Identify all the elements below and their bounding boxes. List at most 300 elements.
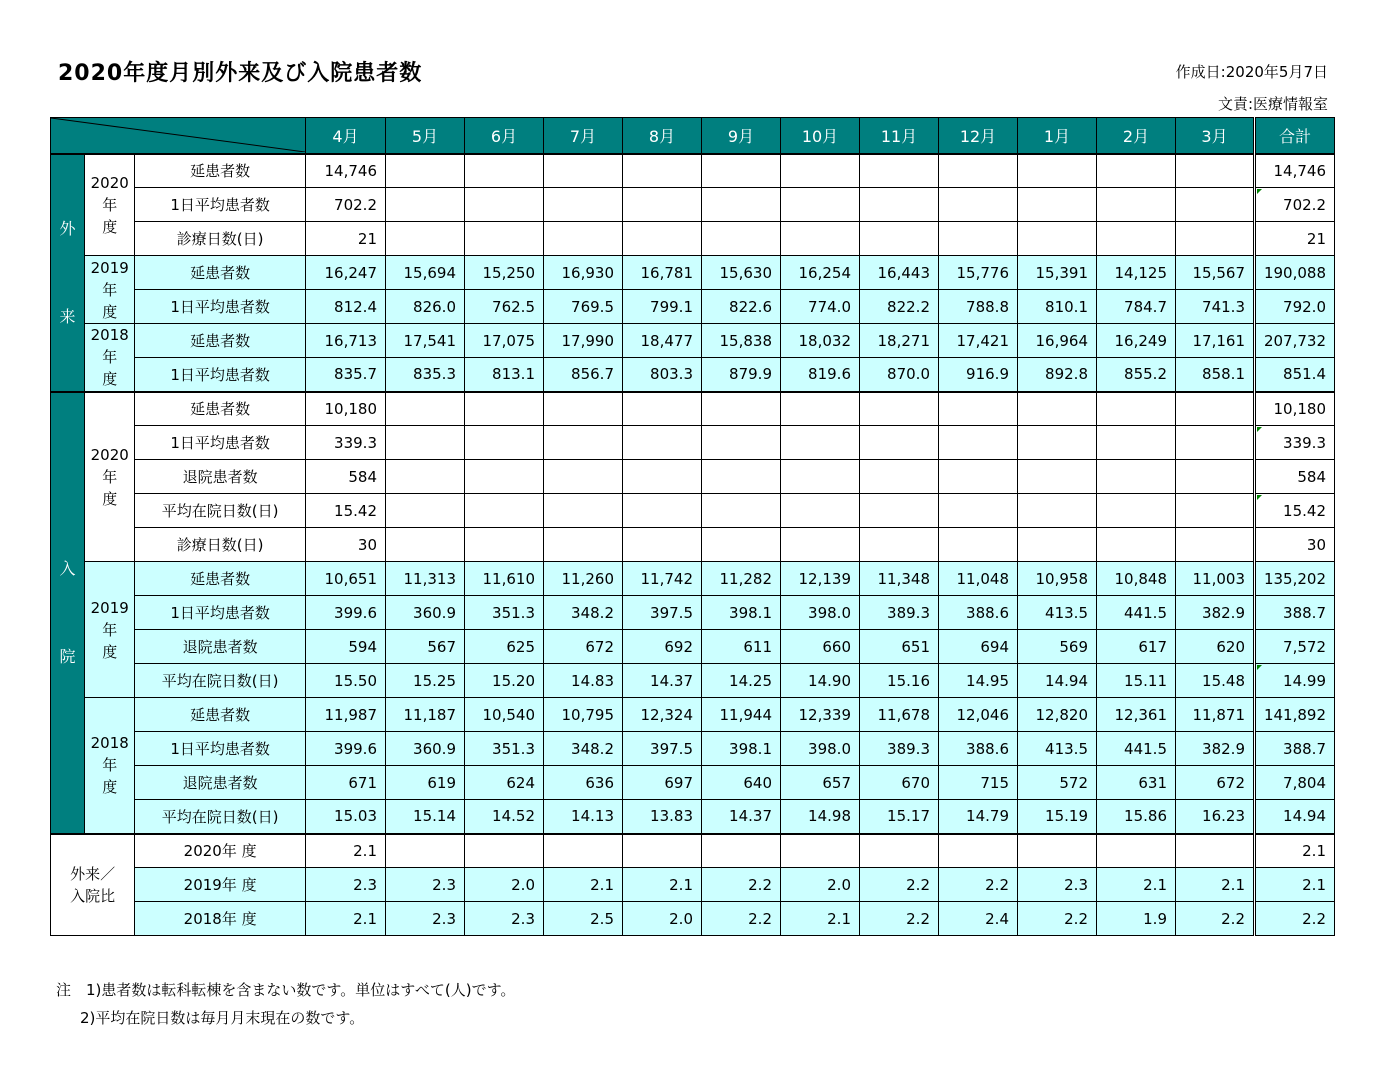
- value-cell: 441.5: [1097, 596, 1176, 630]
- row-label: 1日平均患者数: [135, 358, 306, 392]
- value-cell: 11,048: [939, 562, 1018, 596]
- table-row: [51, 188, 1335, 222]
- value-cell: [544, 392, 623, 426]
- value-cell: 10,651: [306, 562, 386, 596]
- value-cell: [623, 528, 702, 562]
- row-label: 延患者数: [135, 698, 306, 732]
- value-cell: [860, 188, 939, 222]
- month-header: 3月: [1176, 118, 1255, 154]
- month-header: 6月: [465, 118, 544, 154]
- value-cell: 382.9: [1176, 596, 1255, 630]
- value-cell: [386, 834, 465, 868]
- value-cell: 799.1: [623, 290, 702, 324]
- value-cell: [781, 834, 860, 868]
- value-cell: 11,742: [623, 562, 702, 596]
- value-cell: 14.25: [702, 664, 781, 698]
- value-cell: 2.1: [306, 902, 386, 936]
- value-cell: [1097, 528, 1176, 562]
- value-cell: 16,713: [306, 324, 386, 358]
- value-cell: [702, 426, 781, 460]
- value-cell: 620: [1176, 630, 1255, 664]
- value-cell: 584: [306, 460, 386, 494]
- value-cell: 17,421: [939, 324, 1018, 358]
- value-cell: 398.0: [781, 732, 860, 766]
- row-label: 診療日数(日): [135, 222, 306, 256]
- value-cell: 572: [1018, 766, 1097, 800]
- value-cell: 2.2: [1018, 902, 1097, 936]
- total-cell: 584: [1255, 460, 1335, 494]
- value-cell: [544, 426, 623, 460]
- value-cell: 11,313: [386, 562, 465, 596]
- value-cell: 11,678: [860, 698, 939, 732]
- value-cell: [1018, 834, 1097, 868]
- table-row: [51, 290, 1335, 324]
- value-cell: [781, 426, 860, 460]
- value-cell: 413.5: [1018, 732, 1097, 766]
- value-cell: 14.94: [1018, 664, 1097, 698]
- value-cell: 741.3: [1176, 290, 1255, 324]
- row-label: 延患者数: [135, 392, 306, 426]
- row-label: 1日平均患者数: [135, 290, 306, 324]
- value-cell: 567: [386, 630, 465, 664]
- value-cell: [623, 222, 702, 256]
- value-cell: 625: [465, 630, 544, 664]
- value-cell: 2.2: [702, 902, 781, 936]
- value-cell: 2.3: [465, 902, 544, 936]
- value-cell: 640: [702, 766, 781, 800]
- value-cell: [939, 834, 1018, 868]
- value-cell: 11,871: [1176, 698, 1255, 732]
- value-cell: 15.03: [306, 800, 386, 834]
- value-cell: 397.5: [623, 596, 702, 630]
- table-row: [51, 766, 1335, 800]
- value-cell: [465, 222, 544, 256]
- value-cell: 657: [781, 766, 860, 800]
- month-header: 1月: [1018, 118, 1097, 154]
- value-cell: 15.25: [386, 664, 465, 698]
- value-cell: 856.7: [544, 358, 623, 392]
- value-cell: [939, 392, 1018, 426]
- value-cell: 855.2: [1097, 358, 1176, 392]
- value-cell: 694: [939, 630, 1018, 664]
- value-cell: [702, 188, 781, 222]
- value-cell: [702, 494, 781, 528]
- table-row: [51, 222, 1335, 256]
- value-cell: [623, 426, 702, 460]
- value-cell: 812.4: [306, 290, 386, 324]
- value-cell: [544, 460, 623, 494]
- total-cell: 21: [1255, 222, 1335, 256]
- value-cell: 822.6: [702, 290, 781, 324]
- value-cell: 12,046: [939, 698, 1018, 732]
- inpatient-category: 入 院: [51, 392, 85, 834]
- value-cell: [623, 460, 702, 494]
- row-label: 平均在院日数(日): [135, 494, 306, 528]
- author: 文責:医療情報室: [1217, 95, 1328, 113]
- row-label: 退院患者数: [135, 630, 306, 664]
- value-cell: 692: [623, 630, 702, 664]
- value-cell: 2.3: [1018, 868, 1097, 902]
- value-cell: 17,075: [465, 324, 544, 358]
- value-cell: 398.1: [702, 732, 781, 766]
- value-cell: 16,443: [860, 256, 939, 290]
- value-cell: [1018, 392, 1097, 426]
- table-row: [51, 426, 1335, 460]
- value-cell: 360.9: [386, 732, 465, 766]
- table-row: [51, 324, 1335, 358]
- value-cell: 651: [860, 630, 939, 664]
- value-cell: 879.9: [702, 358, 781, 392]
- value-cell: 11,610: [465, 562, 544, 596]
- value-cell: 11,348: [860, 562, 939, 596]
- value-cell: 670: [860, 766, 939, 800]
- value-cell: 2.1: [306, 834, 386, 868]
- month-header: 11月: [860, 118, 939, 154]
- value-cell: 14.37: [702, 800, 781, 834]
- value-cell: 858.1: [1176, 358, 1255, 392]
- diagonal-header-cell: [51, 118, 306, 154]
- value-cell: [939, 426, 1018, 460]
- value-cell: 2.3: [386, 902, 465, 936]
- value-cell: [1097, 392, 1176, 426]
- table-row: [51, 494, 1335, 528]
- value-cell: 2.5: [544, 902, 623, 936]
- value-cell: 2.2: [702, 868, 781, 902]
- value-cell: 672: [1176, 766, 1255, 800]
- value-cell: 11,987: [306, 698, 386, 732]
- value-cell: 15.17: [860, 800, 939, 834]
- value-cell: [781, 154, 860, 188]
- value-cell: 15,250: [465, 256, 544, 290]
- value-cell: 15,630: [702, 256, 781, 290]
- value-cell: [544, 222, 623, 256]
- value-cell: [623, 154, 702, 188]
- value-cell: [702, 154, 781, 188]
- table-row: [51, 358, 1335, 392]
- value-cell: 697: [623, 766, 702, 800]
- value-cell: 813.1: [465, 358, 544, 392]
- value-cell: [465, 460, 544, 494]
- row-label: 延患者数: [135, 256, 306, 290]
- value-cell: 14.90: [781, 664, 860, 698]
- value-cell: 11,187: [386, 698, 465, 732]
- value-cell: 2.2: [1176, 902, 1255, 936]
- patient-count-table: [50, 117, 1335, 936]
- value-cell: [860, 494, 939, 528]
- page-title: 2020年度月別外来及び入院患者数: [58, 61, 423, 86]
- value-cell: [702, 834, 781, 868]
- value-cell: [1176, 834, 1255, 868]
- value-cell: [1176, 392, 1255, 426]
- value-cell: [386, 426, 465, 460]
- value-cell: 10,180: [306, 392, 386, 426]
- value-cell: 351.3: [465, 732, 544, 766]
- value-cell: 21: [306, 222, 386, 256]
- value-cell: [860, 426, 939, 460]
- value-cell: [781, 188, 860, 222]
- value-cell: 17,161: [1176, 324, 1255, 358]
- value-cell: [544, 528, 623, 562]
- total-cell: 2.1: [1255, 868, 1335, 902]
- value-cell: [860, 834, 939, 868]
- table-row: [51, 902, 1335, 936]
- value-cell: [702, 460, 781, 494]
- row-label: 2019年 度: [135, 868, 306, 902]
- value-cell: 389.3: [860, 732, 939, 766]
- value-cell: 2.3: [386, 868, 465, 902]
- value-cell: [702, 392, 781, 426]
- value-cell: 2.1: [544, 868, 623, 902]
- value-cell: 12,339: [781, 698, 860, 732]
- value-cell: [544, 188, 623, 222]
- value-cell: 15.42: [306, 494, 386, 528]
- value-cell: [860, 528, 939, 562]
- year-label: 2020 年 度: [85, 392, 135, 562]
- value-cell: [781, 392, 860, 426]
- total-cell: 339.3: [1255, 426, 1335, 460]
- value-cell: 16,247: [306, 256, 386, 290]
- value-cell: 822.2: [860, 290, 939, 324]
- value-cell: 413.5: [1018, 596, 1097, 630]
- table-row: [51, 528, 1335, 562]
- value-cell: 788.8: [939, 290, 1018, 324]
- total-cell: 702.2: [1255, 188, 1335, 222]
- value-cell: 11,260: [544, 562, 623, 596]
- value-cell: 631: [1097, 766, 1176, 800]
- total-cell: 14.94: [1255, 800, 1335, 834]
- value-cell: 769.5: [544, 290, 623, 324]
- value-cell: 348.2: [544, 732, 623, 766]
- total-cell: 10,180: [1255, 392, 1335, 426]
- value-cell: [1097, 188, 1176, 222]
- value-cell: 2.0: [623, 902, 702, 936]
- table-row: [51, 596, 1335, 630]
- year-label: 2020 年 度: [85, 154, 135, 256]
- value-cell: [465, 528, 544, 562]
- month-header: 7月: [544, 118, 623, 154]
- row-label: 2020年 度: [135, 834, 306, 868]
- row-label: 診療日数(日): [135, 528, 306, 562]
- row-label: 退院患者数: [135, 460, 306, 494]
- value-cell: 11,944: [702, 698, 781, 732]
- table-row: [51, 732, 1335, 766]
- value-cell: [1018, 528, 1097, 562]
- value-cell: 619: [386, 766, 465, 800]
- value-cell: [623, 834, 702, 868]
- year-label: 2018 年 度: [85, 324, 135, 392]
- table-row: [51, 392, 1335, 426]
- value-cell: 382.9: [1176, 732, 1255, 766]
- value-cell: 348.2: [544, 596, 623, 630]
- value-cell: [544, 494, 623, 528]
- value-cell: 15,838: [702, 324, 781, 358]
- value-cell: [465, 834, 544, 868]
- value-cell: [781, 222, 860, 256]
- value-cell: 594: [306, 630, 386, 664]
- value-cell: 15,567: [1176, 256, 1255, 290]
- value-cell: 398.0: [781, 596, 860, 630]
- row-label: 平均在院日数(日): [135, 664, 306, 698]
- value-cell: 388.6: [939, 732, 1018, 766]
- row-label: 1日平均患者数: [135, 426, 306, 460]
- value-cell: [386, 460, 465, 494]
- value-cell: [465, 154, 544, 188]
- value-cell: 15.86: [1097, 800, 1176, 834]
- value-cell: 10,958: [1018, 562, 1097, 596]
- value-cell: [1176, 188, 1255, 222]
- table-row: [51, 154, 1335, 188]
- value-cell: [465, 494, 544, 528]
- value-cell: 15,776: [939, 256, 1018, 290]
- value-cell: [939, 222, 1018, 256]
- row-label: 1日平均患者数: [135, 188, 306, 222]
- value-cell: 15.19: [1018, 800, 1097, 834]
- value-cell: 819.6: [781, 358, 860, 392]
- month-header: 2月: [1097, 118, 1176, 154]
- value-cell: [1176, 154, 1255, 188]
- value-cell: [1176, 460, 1255, 494]
- value-cell: [465, 426, 544, 460]
- value-cell: 360.9: [386, 596, 465, 630]
- value-cell: 14.37: [623, 664, 702, 698]
- row-label: 延患者数: [135, 154, 306, 188]
- value-cell: 17,541: [386, 324, 465, 358]
- value-cell: 15.16: [860, 664, 939, 698]
- value-cell: [702, 222, 781, 256]
- table-row: [51, 698, 1335, 732]
- value-cell: 10,540: [465, 698, 544, 732]
- value-cell: 892.8: [1018, 358, 1097, 392]
- value-cell: 2.2: [939, 868, 1018, 902]
- value-cell: 916.9: [939, 358, 1018, 392]
- value-cell: 624: [465, 766, 544, 800]
- total-cell: 30: [1255, 528, 1335, 562]
- value-cell: 351.3: [465, 596, 544, 630]
- value-cell: 10,795: [544, 698, 623, 732]
- value-cell: [544, 154, 623, 188]
- value-cell: 835.7: [306, 358, 386, 392]
- value-cell: [1018, 188, 1097, 222]
- row-label: 延患者数: [135, 562, 306, 596]
- value-cell: [781, 494, 860, 528]
- value-cell: 715: [939, 766, 1018, 800]
- value-cell: 441.5: [1097, 732, 1176, 766]
- value-cell: 15,391: [1018, 256, 1097, 290]
- value-cell: [1176, 494, 1255, 528]
- outpatient-category: 外 来: [51, 154, 85, 392]
- value-cell: 14,125: [1097, 256, 1176, 290]
- value-cell: [544, 834, 623, 868]
- total-cell: 15.42: [1255, 494, 1335, 528]
- value-cell: [465, 188, 544, 222]
- value-cell: 11,282: [702, 562, 781, 596]
- value-cell: 16,781: [623, 256, 702, 290]
- total-cell: 190,088: [1255, 256, 1335, 290]
- row-label: 延患者数: [135, 324, 306, 358]
- value-cell: 611: [702, 630, 781, 664]
- value-cell: 18,477: [623, 324, 702, 358]
- value-cell: [623, 188, 702, 222]
- value-cell: [939, 154, 1018, 188]
- value-cell: [1176, 426, 1255, 460]
- value-cell: 18,032: [781, 324, 860, 358]
- value-cell: [1097, 154, 1176, 188]
- table-row: [51, 562, 1335, 596]
- month-header: 12月: [939, 118, 1018, 154]
- value-cell: [386, 188, 465, 222]
- value-cell: 14.52: [465, 800, 544, 834]
- total-header: 合計: [1255, 118, 1335, 154]
- table-row: [51, 800, 1335, 834]
- year-label: 2019 年 度: [85, 562, 135, 698]
- total-cell: 7,804: [1255, 766, 1335, 800]
- value-cell: 15.50: [306, 664, 386, 698]
- value-cell: [1097, 494, 1176, 528]
- value-cell: 15.48: [1176, 664, 1255, 698]
- value-cell: 2.1: [1176, 868, 1255, 902]
- value-cell: 16,930: [544, 256, 623, 290]
- value-cell: [860, 154, 939, 188]
- value-cell: 617: [1097, 630, 1176, 664]
- value-cell: [386, 528, 465, 562]
- value-cell: [1097, 834, 1176, 868]
- table-row: [51, 664, 1335, 698]
- value-cell: 17,990: [544, 324, 623, 358]
- table-row: [51, 834, 1335, 868]
- value-cell: 660: [781, 630, 860, 664]
- value-cell: 826.0: [386, 290, 465, 324]
- value-cell: [623, 392, 702, 426]
- value-cell: 10,848: [1097, 562, 1176, 596]
- total-cell: 851.4: [1255, 358, 1335, 392]
- value-cell: [386, 222, 465, 256]
- table-row: [51, 868, 1335, 902]
- value-cell: 15.14: [386, 800, 465, 834]
- value-cell: 14.79: [939, 800, 1018, 834]
- value-cell: 12,139: [781, 562, 860, 596]
- value-cell: [781, 460, 860, 494]
- value-cell: 14.83: [544, 664, 623, 698]
- month-header: 9月: [702, 118, 781, 154]
- month-header: 8月: [623, 118, 702, 154]
- value-cell: [860, 392, 939, 426]
- value-cell: 671: [306, 766, 386, 800]
- value-cell: 13.83: [623, 800, 702, 834]
- value-cell: 388.6: [939, 596, 1018, 630]
- value-cell: [781, 528, 860, 562]
- value-cell: 762.5: [465, 290, 544, 324]
- value-cell: [386, 154, 465, 188]
- value-cell: [939, 528, 1018, 562]
- value-cell: [1097, 222, 1176, 256]
- value-cell: [1018, 222, 1097, 256]
- value-cell: 339.3: [306, 426, 386, 460]
- header-row: [51, 118, 1335, 154]
- value-cell: [939, 460, 1018, 494]
- value-cell: [1097, 460, 1176, 494]
- value-cell: [939, 494, 1018, 528]
- value-cell: [623, 494, 702, 528]
- value-cell: 1.9: [1097, 902, 1176, 936]
- year-label: 2019 年 度: [85, 256, 135, 324]
- value-cell: 14.13: [544, 800, 623, 834]
- month-header: 4月: [306, 118, 386, 154]
- value-cell: 2.4: [939, 902, 1018, 936]
- value-cell: 569: [1018, 630, 1097, 664]
- value-cell: 835.3: [386, 358, 465, 392]
- value-cell: 11,003: [1176, 562, 1255, 596]
- total-cell: 14,746: [1255, 154, 1335, 188]
